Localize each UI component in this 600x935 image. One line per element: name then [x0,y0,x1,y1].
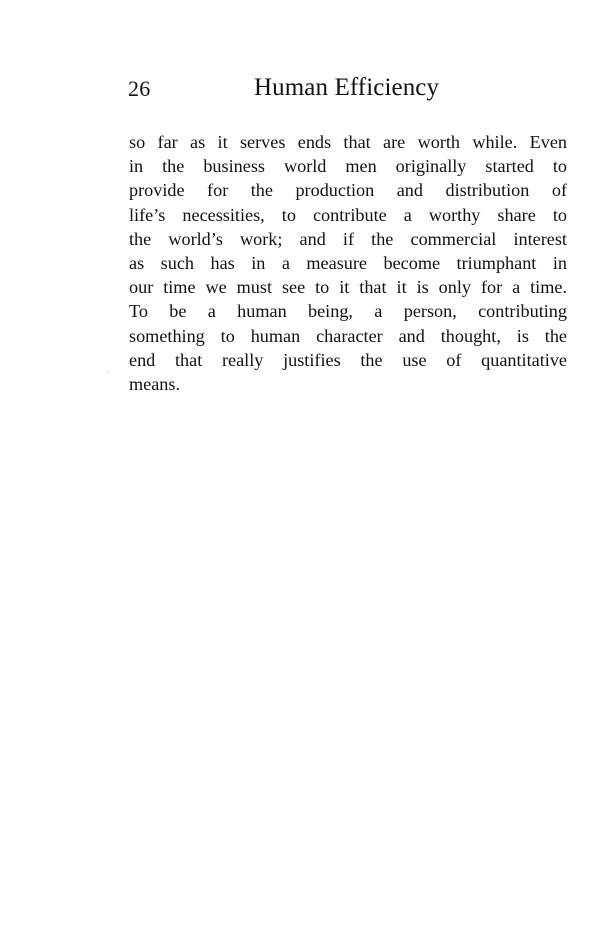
page-number: 26 [128,76,151,101]
running-title: Human Efficiency [254,74,440,101]
text-line: so far as it serves ends that are worth while. Even [129,132,567,152]
text-line: something to human character and thought, is the [129,325,567,346]
page-header [128,72,568,108]
text-line: as such has in a measure become triumphant in [129,252,567,273]
text-line: provide for the production and distribution of [129,180,567,201]
text-line: life’s necessities, to contribute a worthy share to [129,204,567,225]
text-line: our time we must see to it that it is only for a time. [129,277,567,298]
margin-speck [107,371,108,372]
text-line: end that really justifies the use of quantitative [129,349,567,370]
body-paragraph [129,130,567,396]
text-line: To be a human being, a person, contributing [129,301,567,322]
text-line: in the business world men originally started to [129,156,567,177]
text-line: the world’s work; and if the commercial interest [129,228,567,249]
text-line: means. [129,373,181,394]
